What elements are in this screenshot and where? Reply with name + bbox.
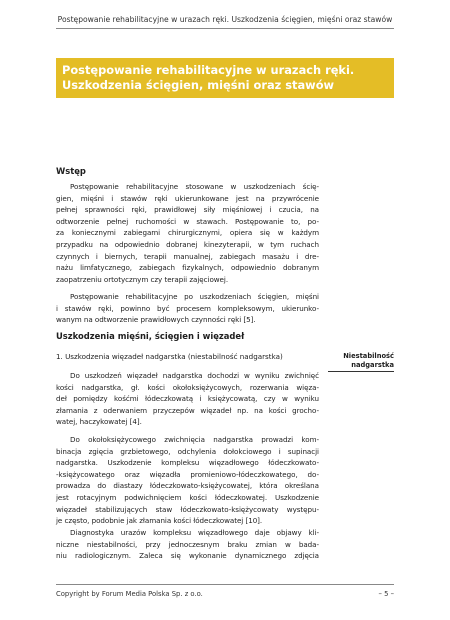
text-line: nadgarstka. Uszkodzenie kompleksu więzadłowego łódeczkowato- bbox=[56, 458, 319, 468]
list-item-1: 1. Uszkodzenia więzadeł nadgarstka (niestabilność nadgarstka) bbox=[56, 352, 283, 361]
text-line: Do okołoksiężycowego zwichnięcia nadgarstka prowadzi kom- bbox=[70, 435, 319, 444]
footer-copyright: Copyright by Forum Media Polska Sp. z o.o. bbox=[56, 590, 203, 598]
text-line: binacja zgięcia grzbietowego, odchylenia dołokciowego i supinacji bbox=[56, 446, 319, 456]
text-line: kości nadgarstka, gł. kości okołoksiężycowych, rozerwania więza- bbox=[56, 382, 319, 392]
text-line: gien, mięśni i stawów ręki ukierunkowane jest na przywrócenie bbox=[56, 193, 319, 203]
text-line: nażu limfatycznego, zabiegach fizykalnych, odpowiednio dobranym bbox=[56, 263, 319, 273]
paragraph-2 bbox=[56, 291, 319, 326]
text-line: jest rotacyjnym podwichnięciem kości łódeczkowatej. Uszkodzenie bbox=[56, 492, 319, 502]
text-line: więzadeł stabilizujących staw łódeczkowato-księżycowaty występu- bbox=[56, 504, 319, 514]
text-line: złamania z oderwaniem przyczepów więzadeł np. na kości grocho- bbox=[56, 405, 319, 415]
text-line: Postępowanie rehabilitacyjne po uszkodzeniach ścięgien, mięśni bbox=[70, 292, 319, 301]
text-line: Do uszkodzeń więzadeł nadgarstka dochodzi w wyniku zwichnięć bbox=[70, 371, 319, 380]
text-line: i stawów ręki, powinno być procesem kompleksowym, ukierunko- bbox=[56, 303, 319, 313]
text-line: watej, haczykowatej [4]. bbox=[56, 417, 142, 427]
page-number: – 5 – bbox=[378, 590, 394, 598]
text-line: Diagnostyka urazów kompleksu więzadłowego daje objawy kli- bbox=[70, 528, 319, 537]
text-line: niu radiologicznym. Zaleca się wykonanie dynamicznego zdjęcia bbox=[56, 551, 319, 561]
text-line: odtworzenie pełnej ruchomości w stawach. Postępowanie to, po- bbox=[56, 216, 319, 226]
section-heading-wstep: Wstęp bbox=[56, 166, 86, 176]
text-line: pełnej sprawności ręki, prawidłowej siły mięśniowej i czucia, na bbox=[56, 205, 319, 215]
text-line: je często, podobnie jak złamania kości łódeczkowatej [10]. bbox=[56, 516, 263, 526]
footer-divider bbox=[56, 584, 394, 585]
text-line: czynnych i biernych, terapii manualnej, zabiegach masażu i dre- bbox=[56, 251, 319, 261]
paragraph-1 bbox=[56, 181, 319, 285]
text-line: przypadku na odpowiednio dobranej kinezyterapii, w tym ruchach bbox=[56, 239, 319, 249]
paragraph-3 bbox=[56, 370, 319, 428]
text-line: deł pomiędzy kośćmi łódeczkowatą i księżycowatą, czy w wyniku bbox=[56, 394, 319, 404]
title-line-1: Postępowanie rehabilitacyjne w urazach ręki. bbox=[62, 63, 355, 77]
running-header: Postępowanie rehabilitacyjne w urazach ręki. Uszkodzenia ścięgien, mięśni oraz stawów bbox=[57, 15, 393, 24]
text-line: wanym na odtworzenie prawidłowych czynności ręki [5]. bbox=[56, 315, 256, 325]
paragraph-5 bbox=[56, 527, 319, 562]
margin-note bbox=[328, 352, 394, 372]
text-line: prowadza do diastazy łódeczkowato-księżycowatej, która określana bbox=[56, 481, 319, 491]
text-line: za koniecznymi zabiegami chirurgicznymi, opiera się w każdym bbox=[56, 228, 319, 238]
section-heading-uszkodzenia: Uszkodzenia mięśni, ścięgien i więzadeł bbox=[56, 331, 245, 341]
paragraph-4 bbox=[56, 434, 319, 527]
text-line: Postępowanie rehabilitacyjne stosowane w uszkodzeniach ścię- bbox=[70, 182, 319, 191]
title-line-2: Uszkodzenia ścięgien, mięśni oraz stawów bbox=[62, 78, 335, 92]
header-divider bbox=[56, 28, 394, 29]
title-banner bbox=[56, 58, 394, 98]
margin-note-line-2: nadgarstka bbox=[351, 360, 394, 369]
text-line: -księżycowatego oraz więzadła promieniowo-łódeczkowatego, do- bbox=[56, 469, 319, 479]
text-line: zaopatrzeniu ortotycznym czy terapii zajęciowej. bbox=[56, 274, 229, 284]
margin-note-line-1: Niestabilność bbox=[343, 352, 394, 360]
text-line: niczne niestabilności, przy jednoczesnym braku zmian w bada- bbox=[56, 539, 319, 549]
